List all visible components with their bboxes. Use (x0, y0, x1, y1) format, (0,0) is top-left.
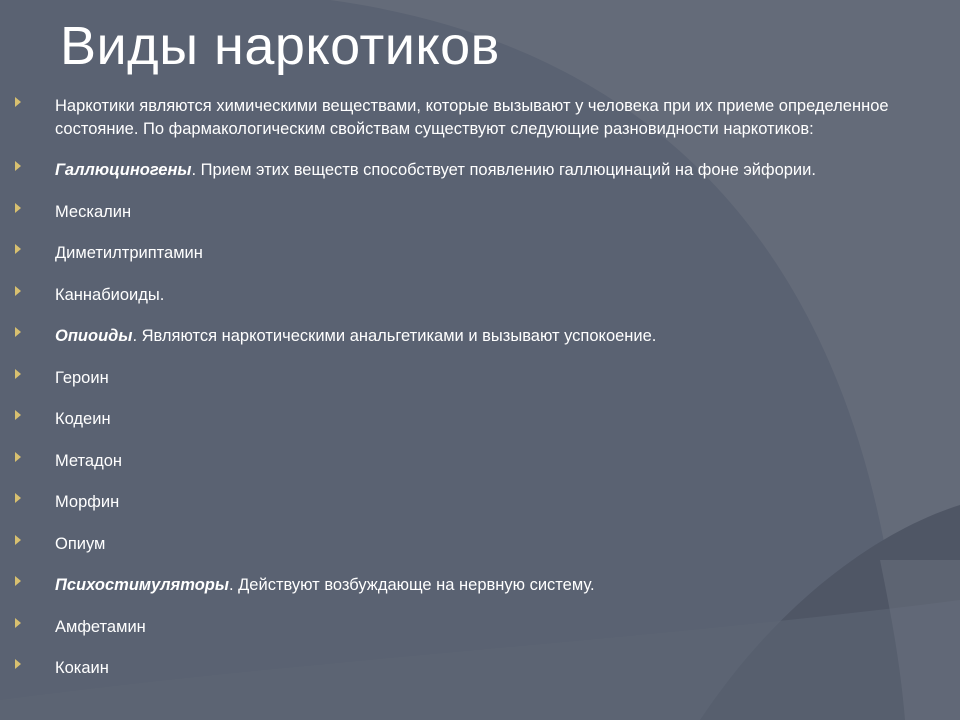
category-term: Галлюциногены (55, 161, 192, 179)
bullet-text: Метадон (55, 451, 123, 470)
bullet-mescaline (14, 201, 944, 223)
bullet-icon (14, 575, 22, 587)
bullet-text: Мескалин (55, 202, 132, 221)
bullet-text: Кокаин (55, 659, 109, 677)
bullet-methadone (14, 450, 944, 472)
bullet-heroin (14, 367, 944, 389)
bullet-icon (14, 451, 22, 463)
bullet-text: Героин (55, 368, 109, 387)
bullet-text: Наркотики являются химическими веществами, которые вызывают у человека при их приеме определенное состояние. По фармакологическим свойствам существуют следующие разновидности наркотиков: (55, 97, 889, 138)
bullet-dmt (14, 242, 944, 264)
bullet-icon (14, 409, 22, 421)
bullet-text: Амфетамин (55, 617, 146, 636)
slide-title: Виды наркотиков (60, 16, 500, 76)
bullet-intro (14, 95, 944, 141)
bullet-list (14, 95, 944, 679)
bullet-icon (14, 285, 22, 297)
bullet-morphine (14, 491, 944, 513)
bullet-opium (14, 533, 944, 555)
bullet-opioids (14, 325, 944, 347)
bullet-icon (14, 243, 22, 255)
bullet-text: Кодеин (55, 410, 111, 428)
bullet-icon (14, 160, 22, 172)
bullet-text: Морфин (55, 493, 120, 511)
category-term: Опиоиды (55, 327, 133, 345)
bullet-codeine (14, 408, 944, 430)
bullet-amphetamine (14, 616, 944, 638)
bullet-icon (14, 658, 22, 670)
bullet-icon (14, 492, 22, 504)
bullet-psychostimulants (14, 574, 944, 596)
category-description: . Прием этих веществ способствует появлению галлюцинаций на фоне эйфории. (191, 161, 816, 179)
bullet-icon (14, 368, 22, 380)
bullet-icon (14, 326, 22, 338)
category-term: Психостимуляторы (55, 576, 229, 594)
bullet-icon (14, 96, 22, 108)
bullet-text: Опиум (55, 534, 106, 553)
bullet-hallucinogens (14, 159, 944, 181)
bullet-text: Диметилтриптамин (55, 244, 203, 262)
bullet-icon (14, 617, 22, 629)
category-description: . Действуют возбуждающе на нервную систему. (228, 576, 595, 594)
bullet-cannabinoids (14, 284, 944, 306)
bullet-icon (14, 534, 22, 546)
category-description: . Являются наркотическими анальгетиками и вызывают успокоение. (132, 327, 657, 345)
bullet-text: Каннабиоиды. (55, 285, 165, 304)
bullet-cocaine (14, 657, 944, 679)
bullet-icon (14, 202, 22, 214)
